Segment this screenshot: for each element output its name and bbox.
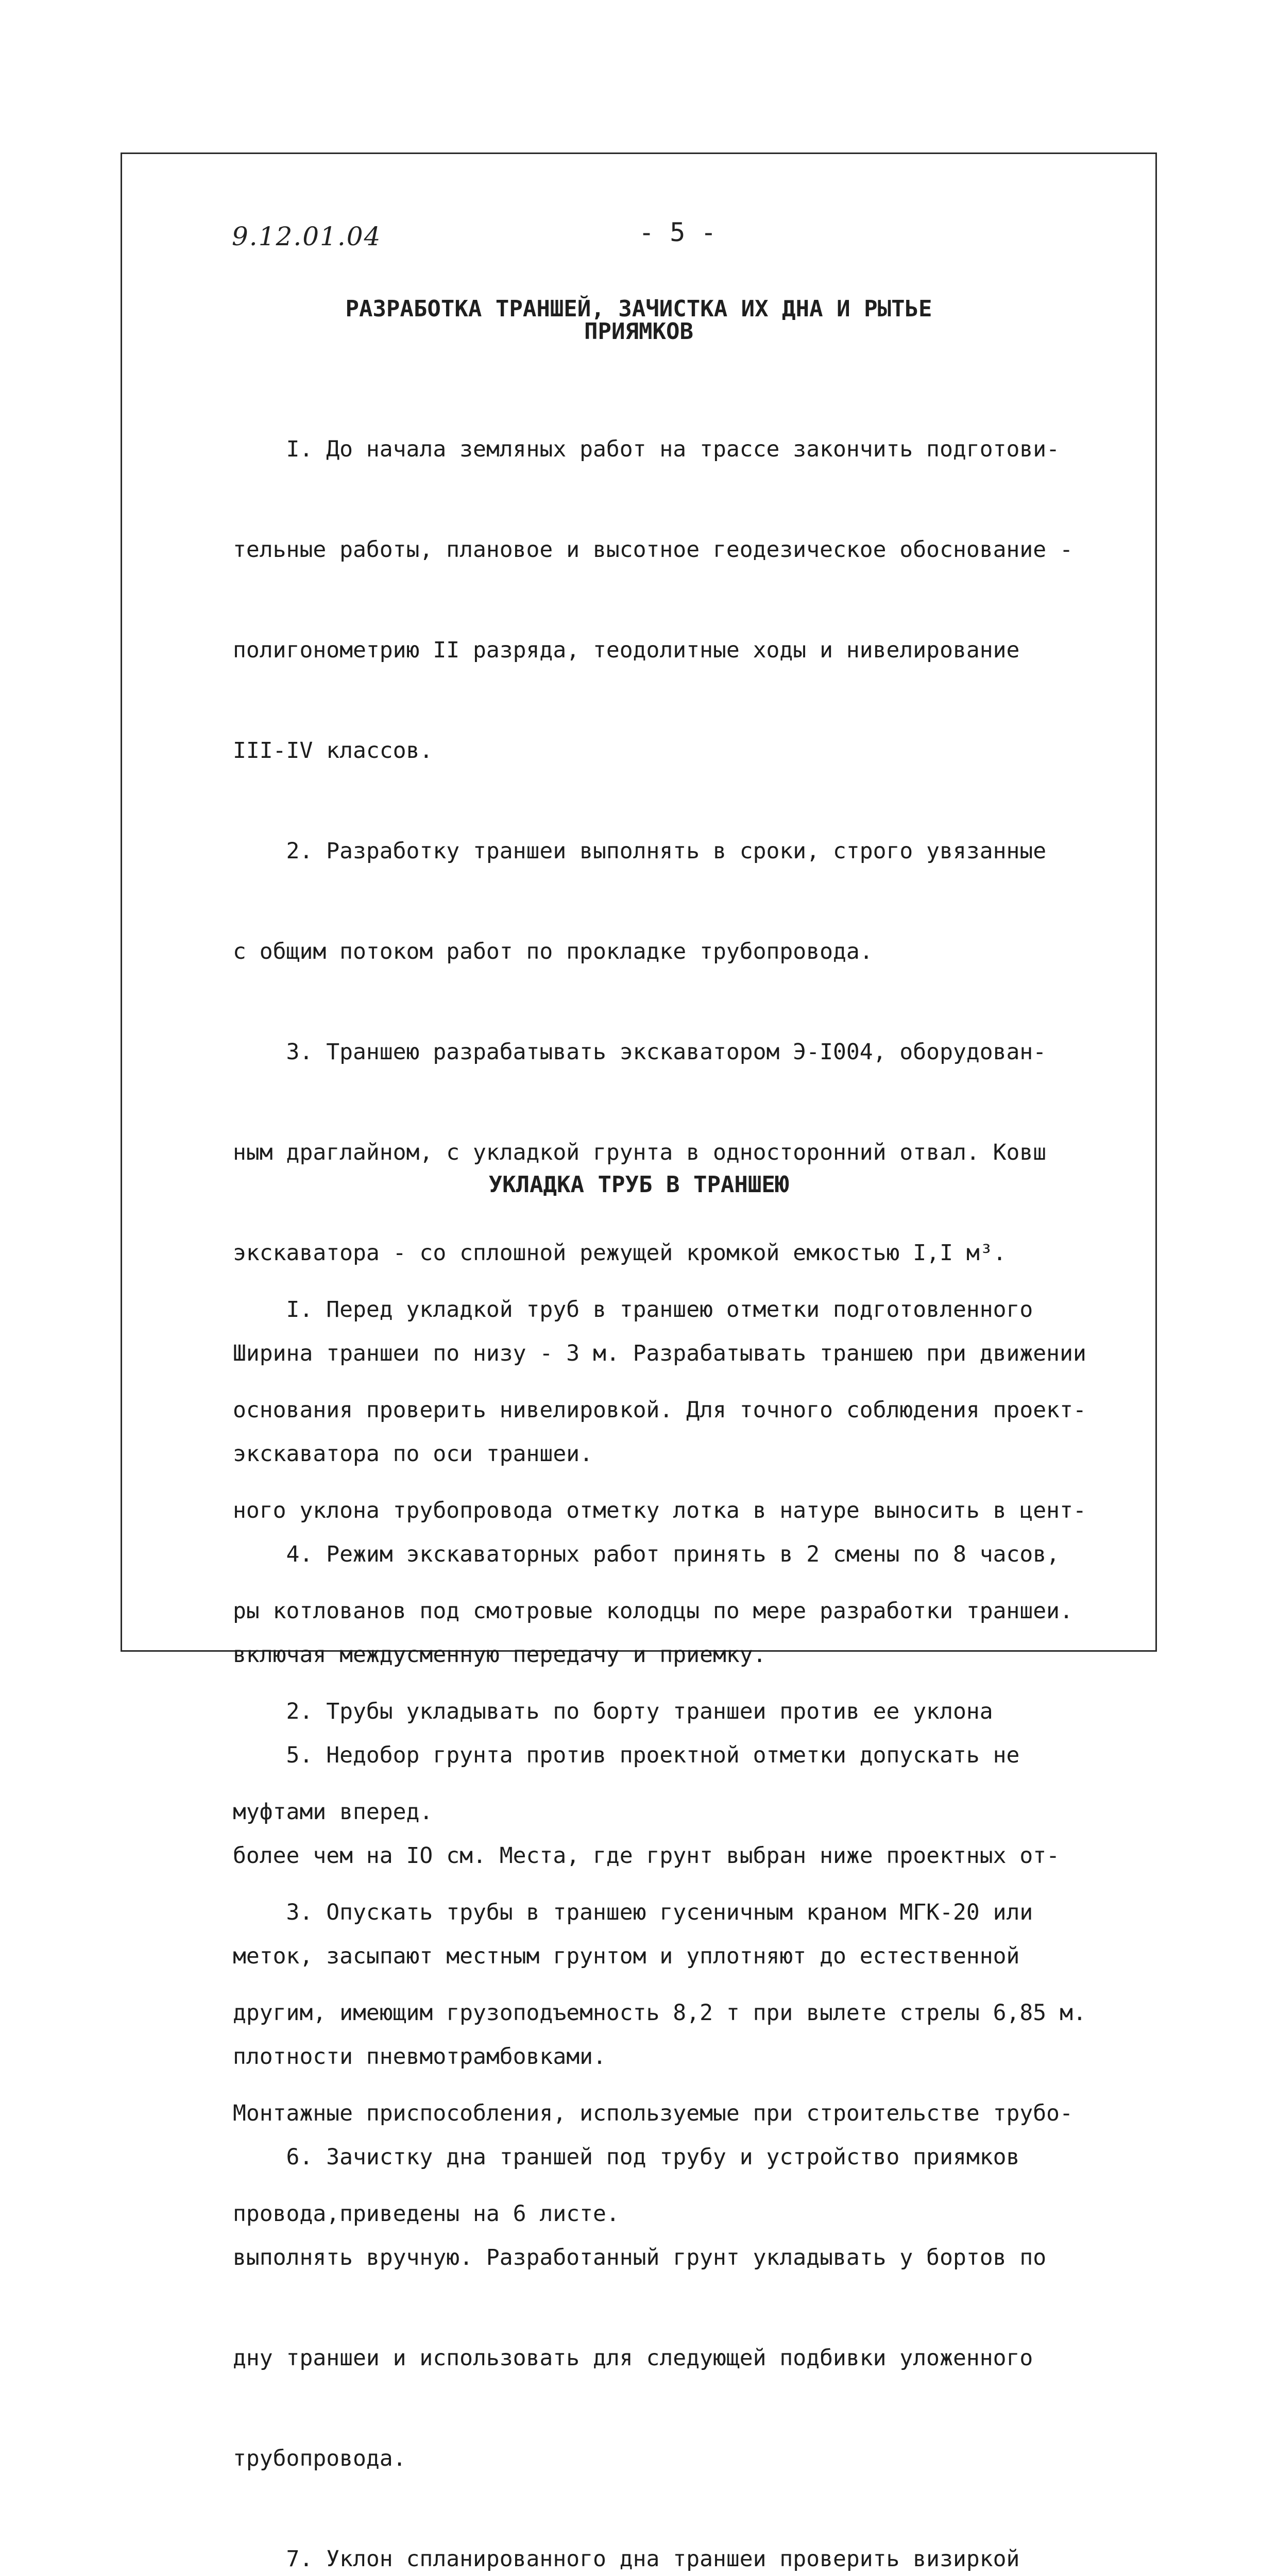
text-line: экскаватора - со сплошной режущей кромкой емкостью I,I м³.: [233, 1240, 1007, 1266]
text-line: ного уклона трубопровода отметку лотка в натуре выносить в цент-: [233, 1498, 1086, 1523]
section-body-pipe-laying: [233, 1226, 1119, 2264]
text-line: I. Перед укладкой труб в траншею отметки подготовленного: [233, 1297, 1033, 1323]
text-line: муфтами вперед.: [233, 1799, 433, 1825]
text-line: трубопровода.: [233, 2446, 406, 2471]
text-line: включая междусменную передачу и приемку.: [233, 1642, 766, 1668]
text-line: тельные работы, плановое и высотное геодезическое обоснование -: [233, 537, 1073, 563]
text-line: другим, имеющим грузоподъемность 8,2 т при вылете стрелы 6,85 м.: [233, 2000, 1086, 2026]
text-line: экскаватора по оси траншеи.: [233, 1441, 593, 1467]
text-line: ным драглайном, с укладкой грунта в односторонний отвал. Ковш: [233, 1140, 1047, 1165]
text-line: выполнять вручную. Разработанный грунт укладывать у бортов по: [233, 2245, 1047, 2270]
text-line: 2. Трубы укладывать по борту траншеи против ее уклона: [233, 1699, 993, 1724]
text-line: ры котлованов под смотровые колодцы по мере разработки траншеи.: [233, 1598, 1073, 1624]
text-line: 6. Зачистку дна траншей под трубу и устройство приямков: [233, 2144, 1020, 2170]
text-line: плотности пневмотрамбовками.: [233, 2044, 606, 2070]
page-number: - 5 -: [639, 217, 717, 247]
text-line: III-IV классов.: [233, 738, 433, 764]
text-line: Ширина траншеи по низу - 3 м. Разрабатывать траншею при движении: [233, 1341, 1086, 1366]
text-line: 2. Разработку траншеи выполнять в сроки, строго увязанные: [233, 838, 1047, 864]
text-line: дну траншеи и использовать для следующей подбивки уложенного: [233, 2345, 1033, 2371]
text-line: 3. Траншею разрабатывать экскаватором Э-I004, оборудован-: [233, 1039, 1047, 1065]
text-line: с общим потоком работ по прокладке трубопровода.: [233, 939, 873, 964]
section-title-pipe-laying: УКЛАДКА ТРУБ В ТРАНШЕЮ: [488, 1172, 789, 1198]
text-line: 5. Недобор грунта против проектной отметки допускать не: [233, 1742, 1020, 1768]
text-line: 4. Режим экскаваторных работ принять в 2 смены по 8 часов,: [233, 1541, 1060, 1567]
text-line: полигонометрию II разряда, теодолитные ходы и нивелирование: [233, 637, 1020, 663]
text-line: 3. Опускать трубы в траншею гусеничным краном МГК-20 или: [233, 1900, 1033, 1925]
text-line: меток, засыпают местным грунтом и уплотняют до естественной: [233, 1943, 1020, 1969]
text-line: I. До начала земляных работ на трассе закончить подготови-: [233, 436, 1060, 462]
section-title-trenches: РАЗРАБОТКА ТРАНШЕЙ, ЗАЧИСТКА ИХ ДНА И РЫТЬЕ ПРИЯМКОВ: [345, 296, 932, 345]
text-line: Монтажные приспособления, используемые при строительстве трубо-: [233, 2100, 1073, 2126]
text-line: 7. Уклон спланированного дна траншеи проверить визиркой: [233, 2546, 1020, 2572]
document-code: 9.12.01.04: [232, 222, 382, 251]
text-line: провода,приведены на 6 листе.: [233, 2201, 620, 2227]
text-line: основания проверить нивелировкой. Для точного соблюдения проект-: [233, 1397, 1086, 1423]
text-line: более чем на IO см. Места, где грунт выбран ниже проектных от-: [233, 1843, 1060, 1869]
